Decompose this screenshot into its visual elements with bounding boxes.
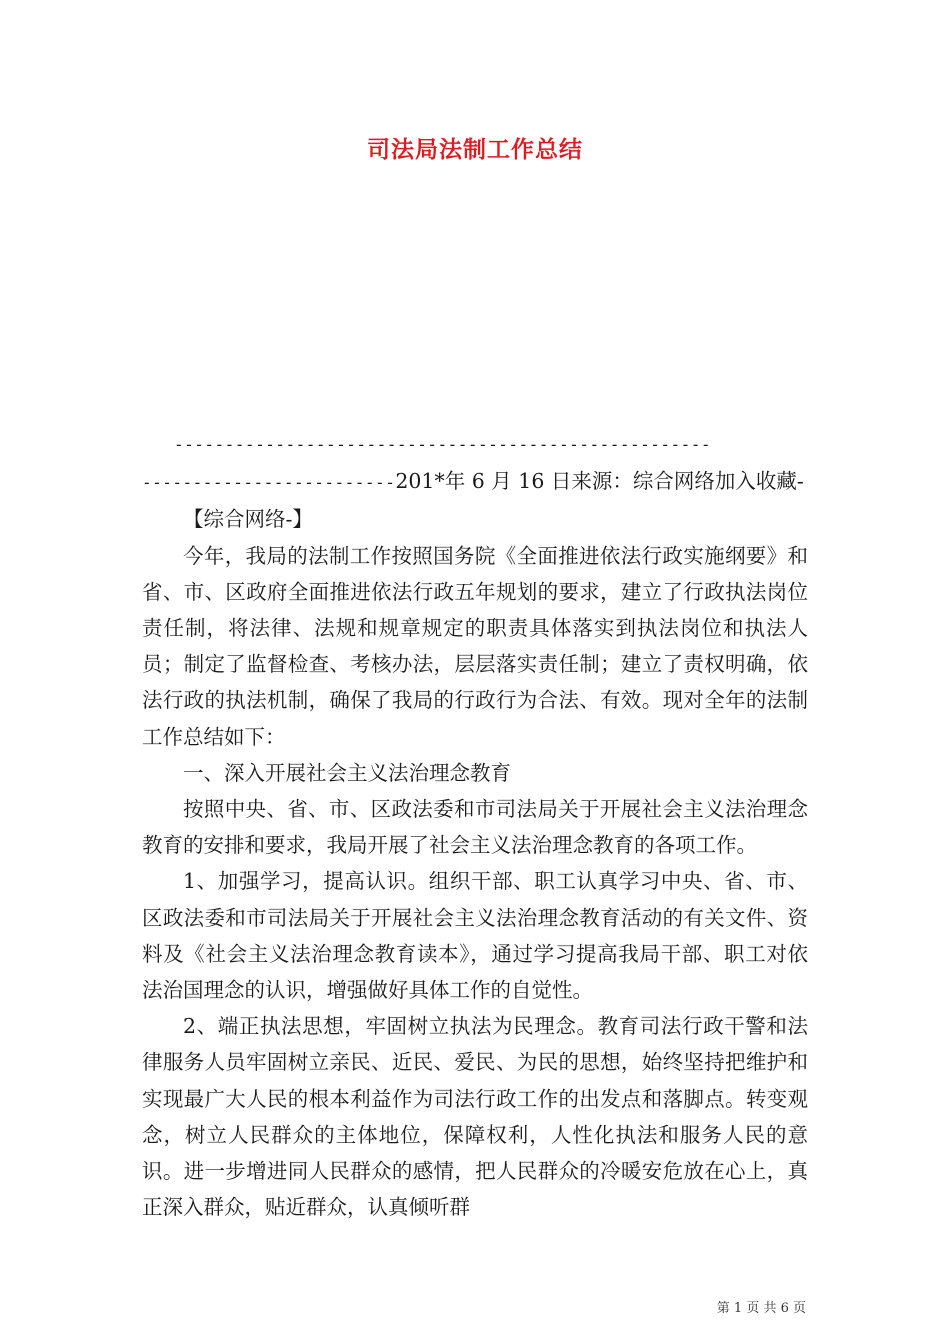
paragraph: 按照中央、省、市、区政法委和市司法局关于开展社会主义法治理念教育的安排和要求，我局开展了社会主义法治理念教育的各项工作。 — [142, 797, 808, 858]
meta-info — [142, 463, 808, 501]
paragraph: 今年，我局的法制工作按照国务院《全面推进依法行政实施纲要》和省、市、区政府全面推进依法行政五年规划的要求，建立了行政执法岗位责任制，将法律、法规和规章规定的职责具体落实到执法岗位和执法人员；制定了监督检查、考核办法，层层落实责任制；建立了责权明确，依法行政的执法机制，确保了我局的行政行为合法、有效。现对全年的法制工作总结如下： — [142, 543, 808, 749]
source-tag: 【综合网络-】 — [183, 507, 313, 532]
paragraph: 1、加强学习，提高认识。组织干部、职工认真学习中央、省、市、区政法委和市司法局关于开展社会主义法治理念教育活动的有关文件、资料及《社会主义法治理念教育读本》，通过学习提高我局干部、职工对依法治国理念的认识，增强做好具体工作的自觉性。 — [142, 869, 808, 1003]
separator-dashes: ----------------------------------------------------- — [174, 435, 712, 454]
meta-info-text: 201*年 6 月 16 日来源：综合网络加入收藏- — [395, 469, 804, 494]
page-title: 司法局法制工作总结 — [367, 136, 583, 163]
document-body — [142, 427, 808, 1225]
meta-dashes: ------------------------- — [142, 473, 396, 493]
page-number: 第 1 页 共 6 页 — [716, 1301, 806, 1316]
paragraph: 2、端正执法思想，牢固树立执法为民理念。教育司法行政干警和法律服务人员牢固树立亲民、近民、爱民、为民的思想，始终坚持把维护和实现最广大人民的根本利益作为司法行政工作的出发点和落脚点。转变观念，树立人民群众的主体地位，保障权利，人性化执法和服务人民的意识。进一步增进同人民群众的感情，把人民群众的冷暖安危放在心上，真正深入群众，贴近群众，认真倾听群 — [142, 1014, 808, 1220]
section-heading: 一、深入开展社会主义法治理念教育 — [183, 760, 511, 785]
